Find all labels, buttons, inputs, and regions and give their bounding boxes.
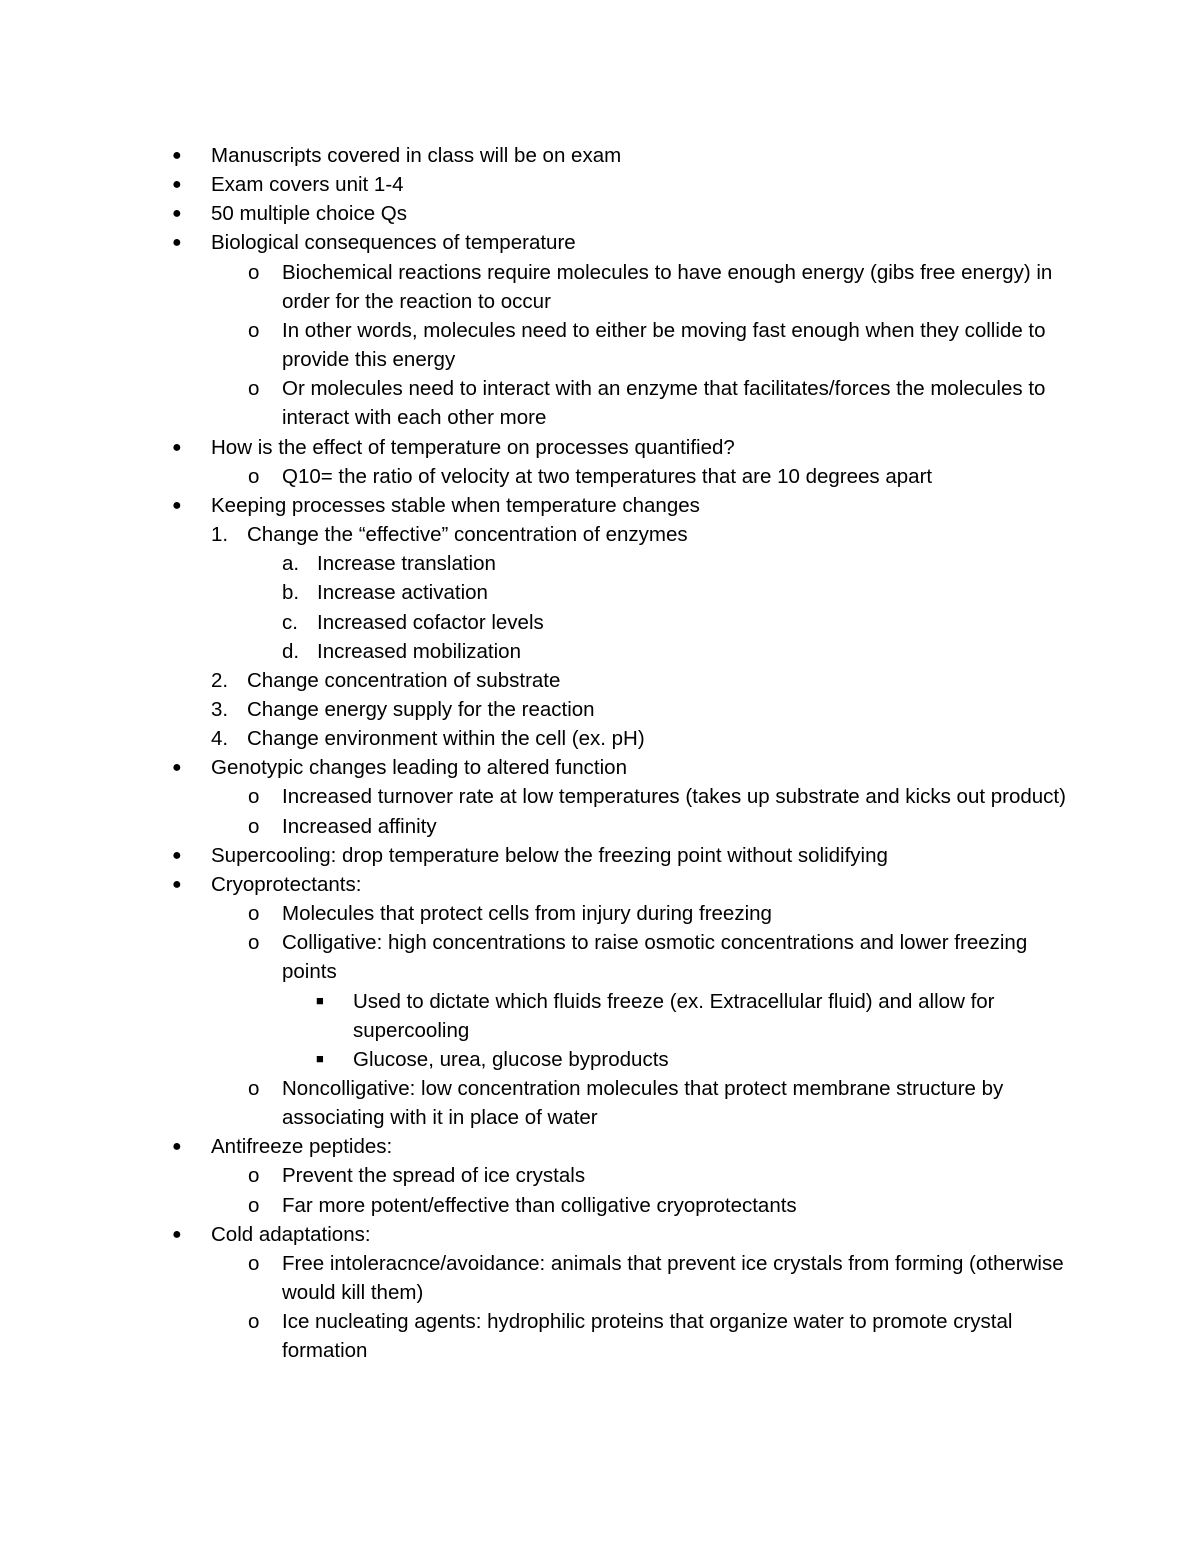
numbered-list-item — [0, 520, 1200, 549]
list-item-text: Change environment within the cell (ex. pH) — [247, 727, 645, 751]
list-item — [0, 170, 1200, 199]
list-item-text: Change energy supply for the reaction — [247, 697, 595, 721]
document-page — [0, 141, 1200, 1366]
circle-bullet-icon: o — [248, 931, 260, 955]
bullet-icon: ● — [172, 759, 182, 777]
list-item — [0, 870, 1200, 899]
list-item-text: Change the “effective” concentration of enzymes — [247, 523, 688, 547]
list-item-text: Biochemical reactions require molecules to have enough energy (gibs free energy) in order for the reaction to occur — [282, 260, 1053, 313]
numbered-list-item — [0, 695, 1200, 724]
list-item-text: Noncolligative: low concentration molecules that protect membrane structure by associating with it in place of water — [282, 1077, 1004, 1130]
list-letter: d. — [282, 639, 300, 663]
list-item-text: Increase translation — [317, 552, 496, 576]
list-item-text: 50 multiple choice Qs — [211, 202, 407, 226]
list-item-text: Manuscripts covered in class will be on exam — [211, 144, 622, 167]
bullet-icon: ● — [172, 875, 182, 893]
list-item-text: Colligative: high concentrations to raise osmotic concentrations and lower freezing points — [282, 931, 1028, 984]
bullet-icon: ● — [172, 205, 182, 223]
numbered-list-item — [0, 724, 1200, 753]
sub-list-item — [0, 1307, 1200, 1365]
circle-bullet-icon: o — [248, 464, 260, 488]
sub-list-item — [0, 928, 1200, 986]
list-item — [0, 753, 1200, 782]
list-item-text: How is the effect of temperature on processes quantified? — [211, 435, 735, 459]
circle-bullet-icon: o — [248, 377, 260, 401]
list-item-text: Increased turnover rate at low temperatures (takes up substrate and kicks out product) — [282, 785, 1066, 809]
list-item-text: In other words, molecules need to either be moving fast enough when they collide to provide this energy — [282, 318, 1046, 372]
list-letter: b. — [282, 581, 300, 605]
circle-bullet-icon: o — [248, 1077, 260, 1100]
list-item-text: Increased cofactor levels — [317, 610, 544, 634]
list-item-text: Cryoprotectants: — [211, 872, 362, 896]
circle-bullet-icon: o — [248, 785, 260, 809]
sub-list-item — [0, 812, 1200, 841]
list-item-text: Genotypic changes leading to altered function — [211, 756, 627, 780]
list-item-text: Glucose, urea, glucose byproducts — [353, 1047, 669, 1071]
circle-bullet-icon: o — [248, 814, 260, 838]
list-number: 2. — [211, 668, 229, 692]
sub-sub-list-item — [0, 987, 1200, 1045]
list-letter: a. — [282, 552, 300, 576]
list-item-text: Or molecules need to interact with an enzyme that facilitates/forces the molecules to interact with each other more — [282, 377, 1046, 430]
list-item-text: Prevent the spread of ice crystals — [282, 1164, 586, 1188]
list-item-text: Change concentration of substrate — [247, 668, 561, 692]
numbered-list-item — [0, 666, 1200, 695]
sub-list-item — [0, 899, 1200, 928]
list-item-text: Increased affinity — [282, 814, 437, 838]
bullet-icon: ● — [172, 234, 182, 252]
sub-list-item — [0, 374, 1200, 432]
list-item-text: Exam covers unit 1-4 — [211, 173, 404, 197]
list-item — [0, 141, 1200, 170]
circle-bullet-icon: o — [248, 318, 260, 342]
list-item — [0, 433, 1200, 462]
list-item-text: Far more potent/effective than colligative cryoprotectants — [282, 1193, 797, 1217]
list-item-text: Supercooling: drop temperature below the freezing point without solidifying — [211, 843, 888, 867]
bullet-icon: ● — [172, 438, 182, 456]
sub-sub-list-item — [0, 1045, 1200, 1074]
list-item-text: Ice nucleating agents: hydrophilic proteins that organize water to promote crystal formation — [282, 1310, 1013, 1363]
lettered-list-item — [0, 578, 1200, 607]
circle-bullet-icon: o — [248, 1193, 260, 1217]
bullet-icon: ● — [172, 1138, 182, 1156]
list-item-text: Increase activation — [317, 581, 488, 605]
bullet-icon: ● — [172, 147, 182, 164]
lettered-list-item — [0, 608, 1200, 637]
bullet-icon: ● — [172, 846, 182, 864]
list-item — [0, 1220, 1200, 1249]
bullet-icon: ● — [172, 496, 182, 514]
sub-list-item — [0, 1074, 1200, 1132]
list-item-text: Used to dictate which fluids freeze (ex. Extracellular fluid) and allow for supercooling — [353, 989, 995, 1042]
list-letter: c. — [282, 610, 298, 634]
list-item — [0, 199, 1200, 228]
circle-bullet-icon: o — [248, 902, 260, 926]
circle-bullet-icon: o — [248, 1310, 260, 1334]
sub-list-item — [0, 782, 1200, 811]
list-number: 3. — [211, 697, 229, 721]
list-item-text: Biological consequences of temperature — [211, 231, 576, 255]
list-item — [0, 228, 1200, 257]
list-item-text: Antifreeze peptides: — [211, 1135, 393, 1159]
list-number: 1. — [211, 523, 229, 547]
list-item-text: Molecules that protect cells from injury during freezing — [282, 902, 772, 926]
list-item-text: Cold adaptations: — [211, 1222, 371, 1246]
list-item-text: Q10= the ratio of velocity at two temperatures that are 10 degrees apart — [282, 464, 933, 488]
bullet-icon: ● — [172, 176, 182, 194]
bullet-icon: ● — [172, 1225, 182, 1243]
list-number: 4. — [211, 727, 229, 751]
sub-list-item — [0, 1161, 1200, 1190]
square-bullet-icon: ■ — [316, 992, 324, 1008]
circle-bullet-icon: o — [248, 1164, 260, 1188]
lettered-list-item — [0, 549, 1200, 578]
sub-list-item — [0, 316, 1200, 374]
list-item-text: Free intoleracnce/avoidance: animals that prevent ice crystals from forming (otherwise would kill them) — [282, 1251, 1064, 1305]
circle-bullet-icon: o — [248, 1251, 260, 1275]
list-item-text: Increased mobilization — [317, 639, 521, 663]
sub-list-item — [0, 1191, 1200, 1220]
list-item-text: Keeping processes stable when temperature changes — [211, 493, 700, 517]
sub-list-item — [0, 1249, 1200, 1307]
list-item — [0, 491, 1200, 520]
sub-list-item — [0, 462, 1200, 491]
list-item — [0, 1132, 1200, 1161]
lettered-list-item — [0, 637, 1200, 666]
list-item — [0, 841, 1200, 870]
square-bullet-icon: ■ — [316, 1050, 324, 1066]
circle-bullet-icon: o — [248, 260, 260, 284]
sub-list-item — [0, 258, 1200, 316]
